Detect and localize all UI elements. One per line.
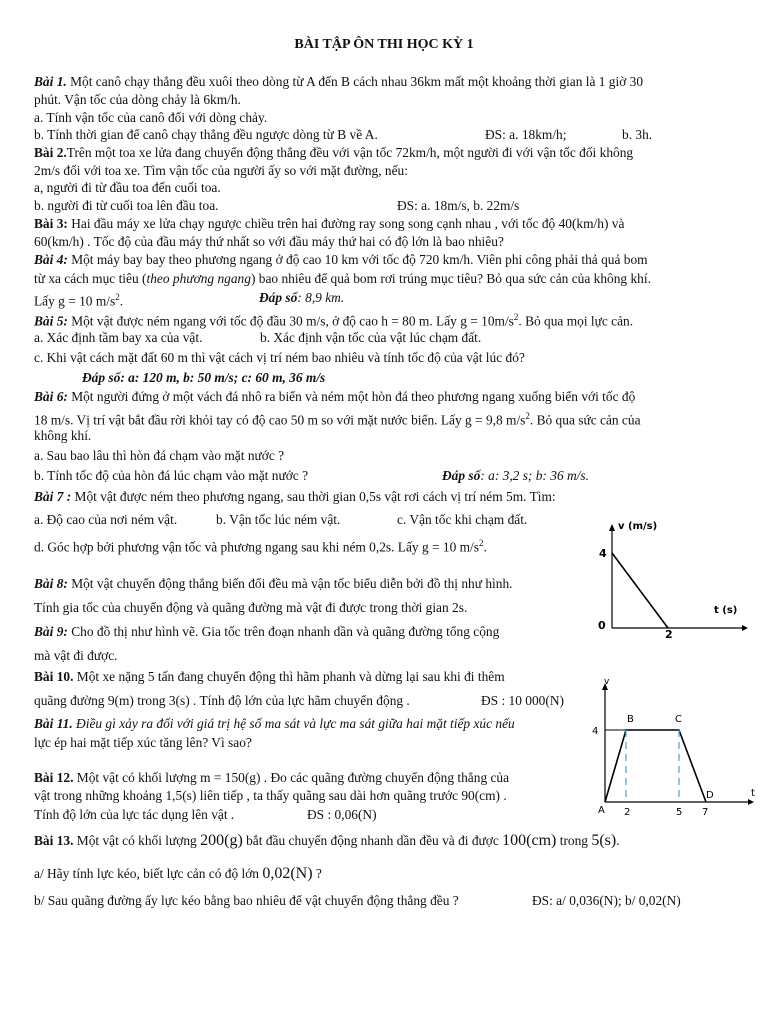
problem-13-text-d: .: [616, 833, 620, 848]
problem-12-line-1: [34, 769, 509, 786]
problem-7-dot: .: [483, 539, 487, 555]
problem-5-sup: 2: [513, 312, 519, 322]
problem-1-part-b: b. Tính thời gian để canô chạy thẳng đều ngược dòng từ B về A.: [34, 127, 378, 142]
graph-2-point-d: D: [706, 790, 714, 801]
problem-4-gravity: Lấy g = 10 m/s: [34, 293, 116, 309]
problem-8-text: Một vật chuyển động thẳng biến đổi đều mà vận tốc biểu diễn bởi đồ thị như hình.: [67, 576, 513, 591]
problem-10-line-1: [34, 668, 505, 685]
problem-3-line-1: [34, 215, 624, 232]
problem-2-text: Trên một toa xe lửa đang chuyển động thẳng đều với vận tốc 72km/h, một người đi với vận tốc đối không: [66, 145, 634, 160]
problem-8-label: Bài 8:: [34, 576, 68, 591]
problem-1-answer-b: b. 3h.: [622, 127, 653, 142]
problem-7-text: Một vật được ném theo phương ngang, sau thời gian 0,5s vật rơi cách vị trí ném 5m. Tìm:: [71, 489, 556, 504]
problem-4-line-1: [34, 251, 648, 268]
problem-13-part-a-end: ?: [312, 866, 322, 881]
graph-2-point-c: C: [675, 714, 682, 725]
problem-11-line-2: lực ép hai mặt tiếp xúc tăng lên? Vì sao?: [34, 735, 252, 750]
problem-2-line-1: [34, 144, 633, 161]
problem-1-text: Một canô chạy thẳng đều xuôi theo dòng từ A đến B cách nhau 36km mất một khoảng thời gian là 1 giờ 30: [66, 74, 644, 89]
problem-13-distance: 100(cm): [502, 832, 557, 849]
problem-8-line-2: Tính gia tốc của chuyển động và quãng đường mà vật đi được trong thời gian 2s.: [34, 600, 468, 615]
problem-3-label: Bài 3:: [34, 216, 68, 231]
graph-2-x-arrow: [748, 799, 754, 805]
graph-2-point-b: B: [627, 714, 634, 725]
problem-12-line-3: Tính độ lớn của lực tác dụng lên vật .: [34, 807, 235, 822]
problem-10-label: Bài 10.: [34, 669, 74, 684]
problem-7-label: Bài 7 :: [34, 489, 72, 504]
problem-4-italic: theo phương ngang: [146, 271, 251, 286]
problem-10-text: Một xe nặng 5 tấn đang chuyển động thì hãm phanh và dừng lại sau khi đi thêm: [73, 669, 505, 684]
problem-4-line-2: [34, 270, 651, 287]
problem-5-text-b: . Bỏ qua mọi lực cản.: [518, 313, 634, 329]
graph-2-x-tick-1: 2: [624, 807, 631, 818]
problem-2-line-2: 2m/s đối với toa xe. Tìm vận tốc của người ấy so với mặt đường, nếu:: [34, 163, 408, 178]
problem-11-line-1: [34, 715, 515, 732]
problem-4-dot: .: [119, 293, 124, 309]
problem-11-label: Bài 11.: [34, 716, 73, 731]
problem-13-part-a-text: a/ Hãy tính lực kéo, biết lực cản có độ lớn: [34, 866, 263, 881]
problem-3-line-2: 60(km/h) . Tốc độ của đầu máy thứ nhất so với đầu máy thứ hai có độ lớn là bao nhiêu?: [34, 234, 504, 249]
problem-6-sup: 2: [525, 411, 530, 421]
problem-10-line-2: quãng đường 9(m) trong 3(s) . Tính độ lớn của lực hãm chuyển động .: [34, 693, 410, 708]
problem-6-text-b: . Bỏ qua sức cản của: [529, 412, 641, 428]
graph-2-y-tick: 4: [592, 726, 599, 737]
problem-6-line-1: [34, 388, 635, 405]
problem-13-label: Bài 13.: [34, 833, 74, 848]
problem-6-text-a: 18 m/s. Vị trí vật bắt đầu rời khỏi tay có độ cao 50 m so với mặt nước biển. Lấy g = 9,8 m/s: [34, 412, 526, 428]
problem-4-answer: [259, 289, 344, 306]
problem-5-answer: [82, 369, 325, 386]
problem-10-answer: ĐS : 10 000(N): [481, 693, 564, 708]
problem-9-line-1: [34, 623, 499, 640]
problem-13-time: 5(s): [591, 832, 617, 849]
problem-6-line-2: [34, 408, 641, 428]
graph-1-x-tick: 2: [665, 628, 673, 641]
problem-13-resist-force: 0,02(N): [262, 865, 313, 882]
problem-13-line-1: [34, 831, 620, 851]
graph-1-y-tick: 4: [599, 547, 607, 560]
problem-5-text: Một vật được ném ngang với tốc độ đầu 30 m/s, ở độ cao h = 80 m. Lấy g = 10m/s: [67, 313, 514, 329]
problem-12-text: Một vật có khối lượng m = 150(g) . Đo các quãng đường chuyển động thẳng của: [73, 770, 510, 785]
problem-13-text-a: Một vật có khối lượng: [73, 833, 201, 848]
problem-11-text: Điều gì xảy ra đối với giá trị hệ số ma sát và lực ma sát giữa hai mặt tiếp xúc nếu: [72, 716, 515, 731]
problem-1-label: Bài 1.: [34, 74, 67, 89]
velocity-graph-1: [590, 515, 750, 645]
problem-4-text-a: từ xa cách mục tiêu (: [34, 271, 147, 286]
graph-1-y-label: v (m/s): [618, 521, 658, 532]
problem-2-label: Bài 2.: [34, 145, 67, 160]
problem-7-part-a: a. Độ cao của nơi ném vật.: [34, 512, 178, 527]
problem-4-line-3: [34, 289, 123, 309]
problem-6-answer-label: Đáp số: [442, 468, 481, 483]
problem-5-part-c: c. Khi vật cách mặt đất 60 m thì vật cách vị trí ném bao nhiêu và tính tốc độ của vật lúc đó?: [34, 350, 525, 365]
graph-2-x-tick-2: 5: [676, 807, 683, 818]
problem-3-text: Hai đầu máy xe lửa chạy ngược chiều trên hai đường ray song song cạnh nhau , với tốc độ 40(km/h) và: [67, 216, 625, 231]
problem-4-text: Một máy bay bay theo phương ngang ở độ cao 10 km với tốc độ 720 km/h. Viên phi công phải thả quả bom: [67, 252, 648, 267]
problem-4-answer-value: : 8,9 km.: [297, 290, 345, 305]
problem-6-line-3: không khí.: [34, 428, 92, 443]
problem-13-part-b: b/ Sau quãng đường ấy lực kéo bằng bao nhiêu để vật chuyển động thẳng đều ?: [34, 893, 459, 908]
problem-7-part-d: [34, 535, 487, 555]
problem-5-answer-value: : a: 120 m, b: 50 m/s; c: 60 m, 36 m/s: [120, 370, 326, 385]
problem-12-line-2: vật trong những khoảng 1,5(s) liên tiếp , ta thấy quãng sau dài hơn quãng trước 90(cm) .: [34, 788, 507, 803]
graph-2-point-a: A: [598, 805, 605, 816]
problem-8-line-1: [34, 575, 512, 592]
problem-5-part-b: b. Xác định vận tốc của vật lúc chạm đất.: [260, 330, 482, 345]
problem-7-part-b: b. Vận tốc lúc ném vật.: [216, 512, 341, 527]
problem-5-label: Bài 5:: [34, 313, 68, 329]
problem-13-part-a: [34, 864, 322, 884]
problem-6-answer: [442, 467, 589, 484]
page-title: BÀI TẬP ÔN THI HỌC KỲ 1: [294, 37, 474, 52]
problem-12-answer: ĐS : 0,06(N): [307, 807, 377, 822]
graph-1-y-arrow: [609, 524, 615, 531]
problem-9-text: Cho đồ thị như hình vẽ. Gia tốc trên đoạn nhanh dần và quãng đường tổng cộng: [67, 624, 500, 639]
problem-4-text-b: ) bao nhiêu để quả bom rơi trúng mục tiêu? Bỏ qua sức cản của không khí.: [250, 271, 651, 286]
problem-6-part-b: b. Tính tốc độ của hòn đá lúc chạm vào mặt nước ?: [34, 468, 309, 483]
problem-5-answer-label: Đáp số: [82, 370, 121, 385]
problem-13-mass: 200(g): [200, 832, 243, 849]
problem-13-text-b: bắt đầu chuyển động nhanh dần đều và đi được: [242, 833, 503, 848]
graph-2-x-tick-3: 7: [702, 807, 709, 818]
graph-2-x-label: t: [751, 788, 755, 799]
problem-7-part-c: c. Vận tốc khi chạm đất.: [397, 512, 528, 527]
problem-1-line-2: phút. Vận tốc của dòng chảy là 6km/h.: [34, 92, 241, 107]
problem-4-sup: 2: [115, 292, 120, 302]
problem-13-answer: ĐS: a/ 0,036(N); b/ 0,02(N): [532, 893, 681, 908]
velocity-graph-2: [588, 672, 760, 822]
problem-6-part-a: a. Sau bao lâu thì hòn đá chạm vào mặt nước ?: [34, 448, 285, 463]
problem-1-answer-a: ĐS: a. 18km/h;: [485, 127, 567, 142]
problem-12-label: Bài 12.: [34, 770, 74, 785]
problem-2-answer: ĐS: a. 18m/s, b. 22m/s: [397, 198, 520, 213]
graph-1-origin: 0: [598, 619, 606, 632]
problem-6-label: Bài 6:: [34, 389, 68, 404]
problem-4-answer-label: Đáp số: [259, 290, 298, 305]
problem-1-line-1: [34, 73, 643, 90]
graph-2-y-label: v: [604, 677, 610, 687]
problem-6-answer-value: : a: 3,2 s; b: 36 m/s.: [480, 468, 589, 483]
problem-13-text-c: trong: [556, 833, 592, 848]
graph-2-velocity-line: [605, 730, 706, 802]
problem-9-line-2: mà vật đi được.: [34, 648, 118, 663]
problem-1-part-a: a. Tính vận tốc của canô đối với dòng chảy.: [34, 110, 268, 125]
graph-1-x-label: t (s): [714, 605, 738, 616]
problem-2-part-b: b. người đi từ cuối toa lên đầu toa.: [34, 198, 219, 213]
problem-2-part-a: a, người đi từ đầu toa đến cuối toa.: [34, 180, 221, 195]
problem-7-part-d-text: d. Góc hợp bởi phương vận tốc và phương ngang sau khi ném 0,2s. Lấy g = 10 m/s: [34, 539, 479, 555]
problem-7-sup: 2: [479, 538, 484, 548]
problem-5-part-a: a. Xác định tầm bay xa của vật.: [34, 330, 203, 345]
problem-5-line-1: [34, 309, 633, 329]
graph-1-x-arrow: [742, 625, 748, 631]
graph-1-velocity-line: [612, 553, 668, 628]
problem-6-text: Một người đứng ở một vách đá nhô ra biển và ném một hòn đá theo phương ngang xuống biển với tốc độ: [67, 389, 636, 404]
problem-7-line-1: [34, 488, 556, 505]
problem-9-label: Bài 9:: [34, 624, 68, 639]
problem-4-label: Bài 4:: [34, 252, 68, 267]
